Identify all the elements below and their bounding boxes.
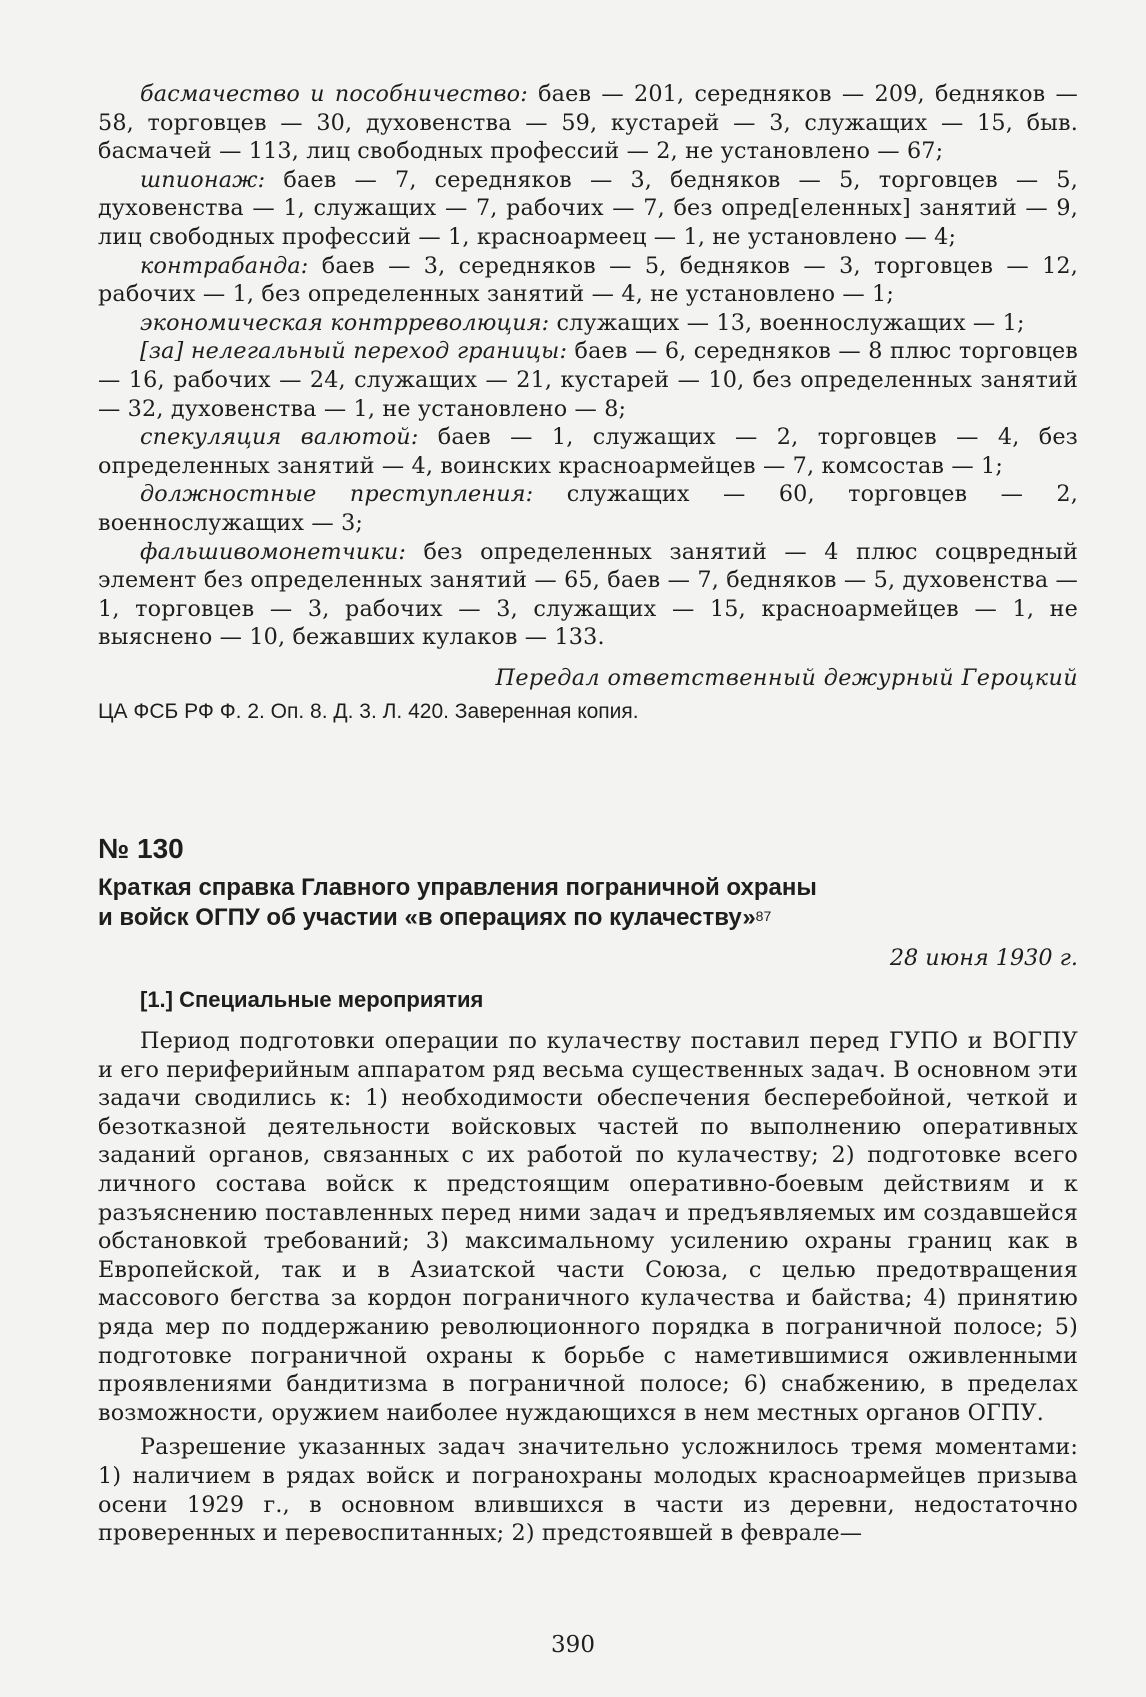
page-number: 390 [551,1632,595,1658]
list-item-text: баев — 201, середняков — 209, бедняков — 58, торговцев — 30, духовенства — 59, кустарей — 3, служащих — 15, быв. басмачей — 113, лиц свободных профессий — 2, не установлено — 67; [98,81,1078,165]
document-title-line: и войск ОГПУ об участии «в операциях по кулачеству»$^{87}$ [98,904,772,931]
body-paragraph: Разрешение указанных задач значительно усложнилось тремя моментами: 1) наличием в рядах войск и погранохраны молодых красноармейцев призыва осени 1929 г., в основном влившихся в части из деревни, недостаточно проверенных и перевоспитанных; 2) предстоявшей в феврале— [98,1434,1078,1547]
section-heading: [1.] Специальные мероприятия [140,987,484,1012]
list-item [98,337,1078,423]
document-date: 28 июня 1930 г. [889,945,1078,971]
list-item-category: басмачество и пособничество: [140,81,528,107]
list-item-text: служащих — 13, военнослужащих — 1; [549,309,1025,336]
list-item-category: экономическая контрреволюция: [140,309,550,336]
list-item-text: баев — 1, служащих — 2, торговцев — 4, без определенных занятий — 4, воинских красноармейцев — 7, комсостав — 1; [98,424,1078,479]
document-title [98,873,1078,933]
list-item [98,80,1078,166]
list-item-text: баев — 7, середняков — 3, бедняков — 5, торговцев — 5, духовенства — 1, служащих — 7, рабочих — 7, без опред[еленных] занятий — 9, лиц свободных профессий — 1, красноармеец — 1, не установлено — 4; [98,166,1078,250]
list-item [98,423,1078,480]
list-item-category: контрабанда: [140,252,309,279]
list-item [98,480,1078,537]
list-item-category: должностные преступления: [140,481,534,508]
document-body [98,1027,1078,1548]
footnote-marker: 87 [755,908,772,924]
list-item-text: служащих — 60, торговцев — 2, военнослужащих — 3; [98,481,1079,536]
list-item-category: шпионаж: [140,166,266,193]
list-item [98,252,1078,309]
document-title-line: Краткая справка Главного управления пограничной охраны [98,874,817,901]
list-item [98,309,1078,338]
list-item-text: без определенных занятий — 4 плюс соцвредный элемент без определенных занятий — 65, баев — 7, бедняков — 5, духовенства — 1, торговцев — 3, рабочих — 3, служащих — 15, красноармейцев — 1, не выяснено — 10, бежавших кулаков — 133. [98,538,1078,651]
list-item-category: [за] нелегальный переход границы: [140,338,568,365]
signature: Передал ответственный дежурный Героцкий [495,664,1078,691]
arrest-statistics-list [98,80,1078,726]
archive-reference: ЦА ФСБ РФ Ф. 2. Оп. 8. Д. 3. Л. 420. Заверенная копия. [98,699,639,723]
list-item-text: баев — 6, середняков — 8 плюс торговцев — 16, рабочих — 24, служащих — 21, кустарей — 10, без определенных занятий — 32, духовенства — 1, не установлено — 8; [98,338,1078,422]
list-item [98,166,1078,252]
document-number: № 130 [98,833,184,864]
list-item-category: фальшивомонетчики: [140,538,407,565]
list-item [98,538,1078,652]
list-item-category: спекуляция валютой: [140,424,419,451]
body-paragraph: Период подготовки операции по кулачеству поставил перед ГУПО и ВОГПУ и его периферийным аппаратом ряд весьма существенных задач. В основном эти задачи сводились к: 1) необходимости обеспечения бесперебойной, четкой и безотказной деятельности войсковых частей по выполнению оперативных заданий органов, связанных с их работой по кулачеству; 2) подготовке всего личного состава войск к предстоящим оперативно-боевым действиям и к разъяснению поставленных перед ними задач и предъявляемых им создавшейся обстановкой требований; 3) максимальному усилению охраны границ как в Европейской, так и в Азиатской части Союза, с целью предотвращения массового бегства за кордон пограничного кулачества и байства; 4) принятию ряда мер по поддержанию революционного порядка в пограничной полосе; 5) подготовке пограничной охраны к борьбе с наметившимися оживленными проявлениями бандитизма в пограничной полосе; 6) снабжению, в пределах возможности, оружием наиболее нуждающихся в нем местных органов ОГПУ. [98,1028,1078,1426]
list-item-text: баев — 3, середняков — 5, бедняков — 3, торговцев — 12, рабочих — 1, без определенных занятий — 4, не установлено — 1; [98,252,1078,308]
